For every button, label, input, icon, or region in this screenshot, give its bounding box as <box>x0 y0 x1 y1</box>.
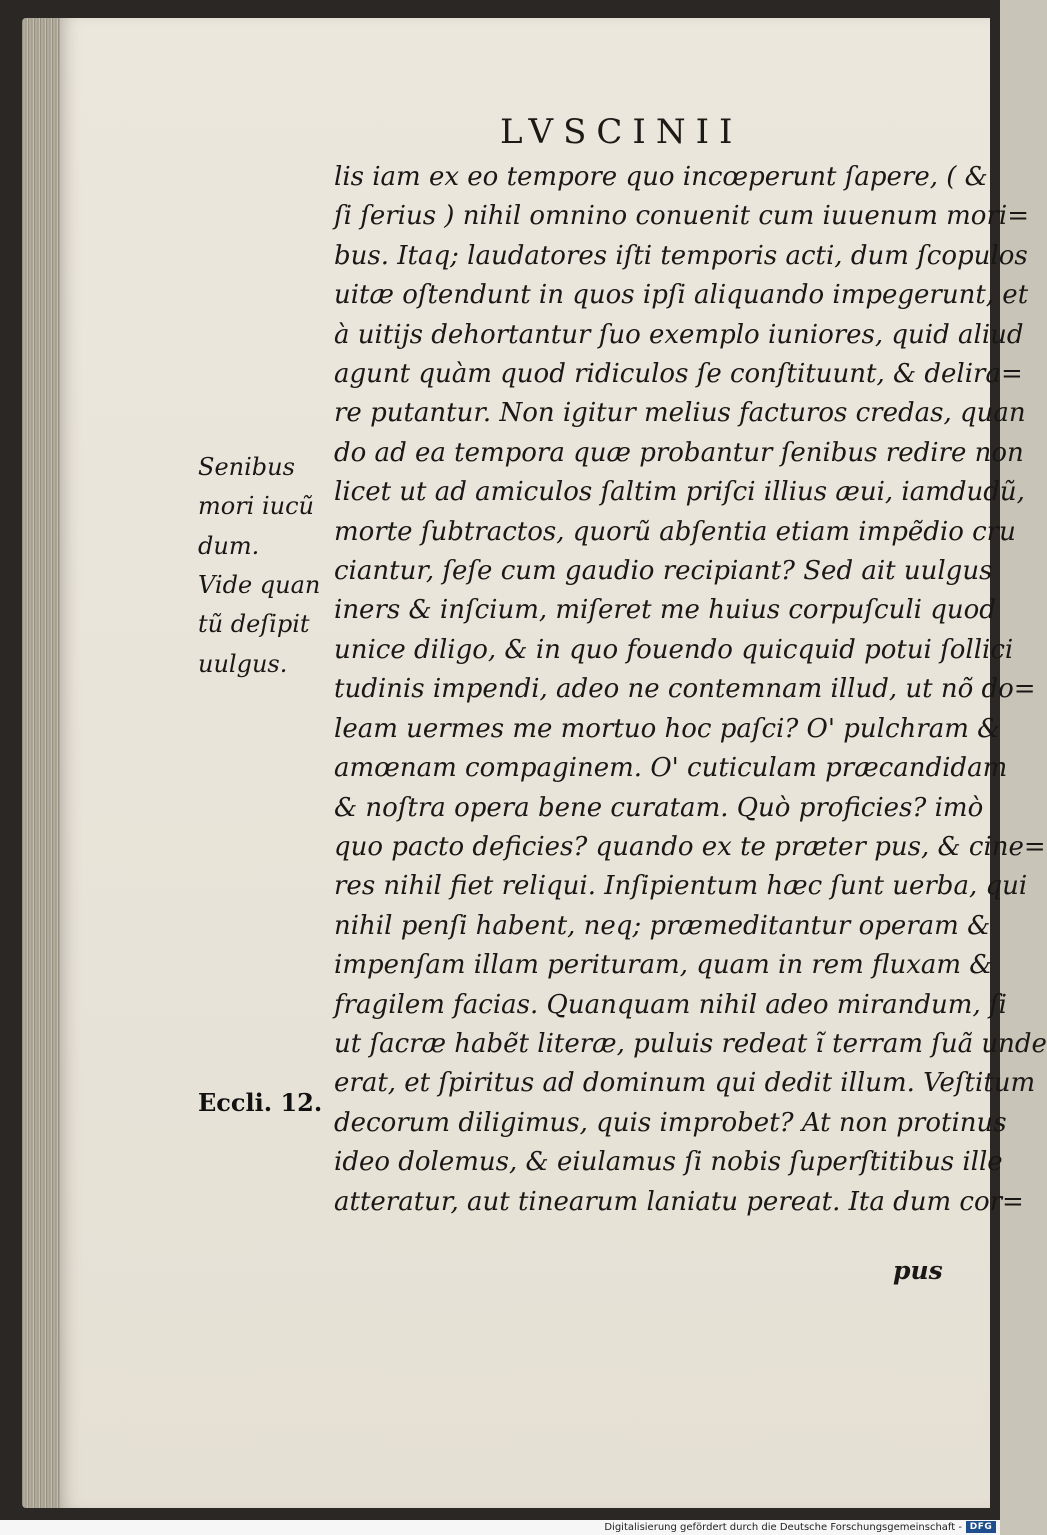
text-line: morte ſubtractos, quorũ abſentia etiam impẽdio cru <box>334 516 1016 547</box>
text-line: iners & inſcium, miſeret me huius corpuſculi quod <box>334 595 996 626</box>
running-head: LVSCINII <box>500 112 743 152</box>
marginal-reference: Eccli. 12. <box>198 1088 323 1117</box>
text-line: ſi ſerius ) nihil omnino conuenit cum iuuenum mori= <box>334 201 1029 232</box>
text-line: ciantur, ſeſe cum gaudio recipiant? Sed ait uulgus <box>334 556 993 587</box>
marginal-line: Senibus <box>198 453 295 481</box>
catchword: pus <box>893 1256 943 1285</box>
text-line: decorum diligimus, quis improbet? At non protinus <box>334 1107 1007 1138</box>
text-line: impenſam illam perituram, quam in rem fluxam & <box>334 950 993 981</box>
text-line: ideo dolemus, & eiulamus ſi nobis ſuperſtitibus ille <box>334 1147 1003 1178</box>
dfg-logo-icon: DFG <box>966 1521 996 1533</box>
text-line: atteratur, aut tinearum laniatu pereat. Ita dum cor= <box>334 1186 1024 1217</box>
text-line: uitæ oſtendunt in quos ipſi aliquando impegerunt, et <box>334 280 1029 311</box>
text-line: tudinis impendi, adeo ne contemnam illud, ut nõ do= <box>334 674 1036 705</box>
text-line: erat, et ſpiritus ad dominum qui dedit illum. Veſtitum <box>334 1068 1036 1099</box>
marginal-line: mori iucũ <box>198 492 315 521</box>
text-line: re putantur. Non igitur melius facturos credas, quan <box>334 398 1026 429</box>
text-line: unice diligo, & in quo fouendo quicquid potui ſollici <box>334 634 1014 665</box>
text-line: licet ut ad amiculos ſaltim priſci illius æui, iamdudũ, <box>334 477 1025 508</box>
marginal-note-vide <box>198 566 338 684</box>
text-line: res nihil fiet reliqui. Inſipientum hæc ſunt uerba, qui <box>334 871 1028 902</box>
text-line: leam uermes me mortuo hoc paſci? O' pulchram & <box>334 713 1001 744</box>
body-text <box>334 158 1047 1222</box>
marginal-note-senibus <box>198 448 338 566</box>
text-line: bus. Itaq; laudatores iſti temporis acti, dum ſcopulos <box>334 240 1028 271</box>
text-line: ut ſacræ habẽt literæ, puluis redeat ĩ terram ſuã unde <box>334 1028 1047 1059</box>
footer-bar <box>0 1520 1000 1535</box>
text-line: & noſtra opera bene curatam. Quò proficies? imò <box>334 792 984 823</box>
footer-credit: Digitalisierung gefördert durch die Deutsche Forschungsgemeinschaft - <box>604 1522 962 1533</box>
marginal-line: Vide quan <box>198 571 321 599</box>
text-line: amœnam compaginem. O' cuticulam præcandidam <box>334 753 1008 784</box>
text-line: à uitijs dehortantur ſuo exemplo iuniores, quid aliud <box>334 319 1024 350</box>
text-line: nihil penſi habent, neq; præmeditantur operam & <box>334 910 991 941</box>
text-line: lis iam ex eo tempore quo incœperunt ſapere, ( & <box>334 162 988 192</box>
text-line: quo pacto deficies? quando ex te præter pus, & cine= <box>334 831 1046 862</box>
text-line: agunt quàm quod ridiculos ſe conſtituunt, & delira= <box>334 359 1023 390</box>
text-line: fragilem facias. Quanquam nihil adeo mirandum, ſi <box>334 989 1007 1020</box>
marginal-line: dum. <box>198 531 260 560</box>
marginal-line: tũ deſipit <box>198 610 310 639</box>
marginal-line: uulgus. <box>198 649 288 678</box>
text-line: do ad ea tempora quæ probantur ſenibus redire non <box>334 437 1024 468</box>
